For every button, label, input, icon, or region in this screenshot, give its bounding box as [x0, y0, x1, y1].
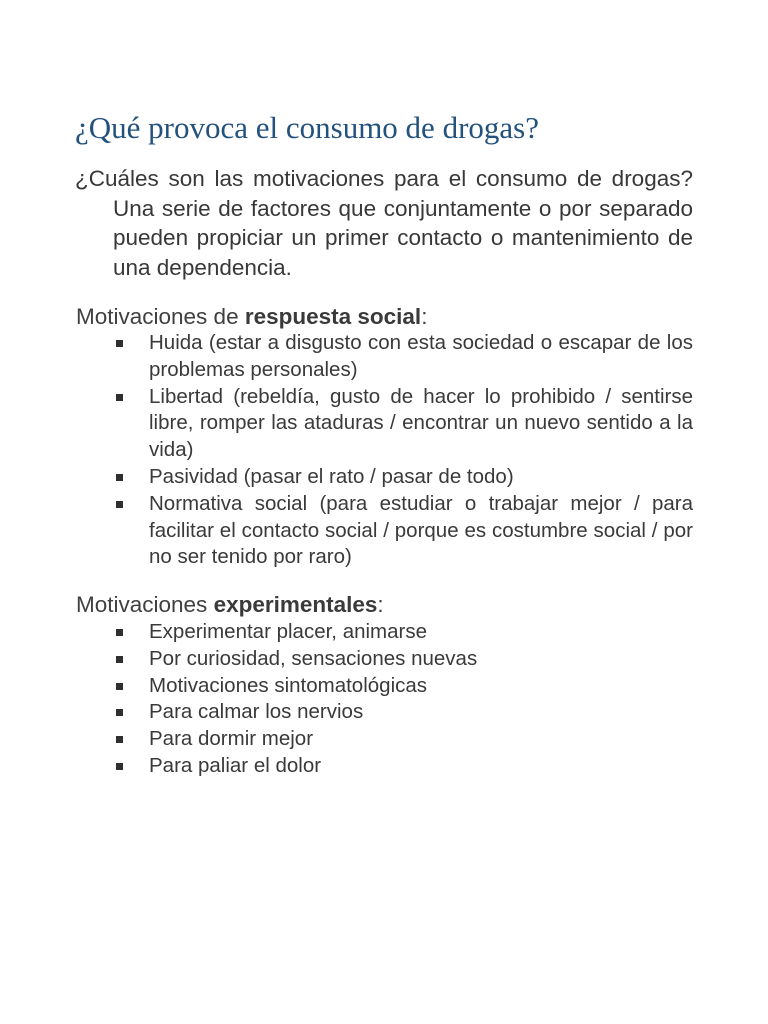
square-bullet-icon — [116, 474, 123, 481]
list-item — [112, 384, 693, 464]
square-bullet-icon — [116, 340, 123, 347]
section-heading-social — [76, 302, 427, 331]
list-item-text: Por curiosidad, sensaciones nuevas — [149, 646, 478, 670]
square-bullet-icon — [116, 763, 123, 770]
square-bullet-icon — [116, 656, 123, 663]
section-heading-experimental — [76, 590, 384, 619]
list-item-text: Pasividad (pasar el rato / pasar de todo) — [149, 464, 514, 488]
list-item — [112, 753, 693, 780]
page-title: ¿Qué provoca el consumo de drogas? — [75, 110, 539, 145]
list-item — [112, 726, 693, 753]
list-item-text: Motivaciones sintomatológicas — [149, 673, 428, 697]
list-item — [112, 491, 693, 571]
list-item-text: Experimentar placer, animarse — [149, 620, 428, 643]
section-heading-prefix: Motivaciones de — [76, 304, 245, 329]
section-heading-suffix: : — [377, 592, 384, 617]
list-item-text: Para calmar los nervios — [149, 700, 364, 724]
intro-paragraph: ¿Cuáles son las motivaciones para el consumo de drogas? Una serie de factores que conjuntamente o por separado pueden propiciar un primer contacto o mantenimiento de una dependencia. — [75, 166, 693, 280]
section-heading-prefix: Motivaciones — [76, 592, 214, 617]
list-item — [112, 646, 693, 673]
square-bullet-icon — [116, 709, 123, 716]
list-item-text: Normativa social (para estudiar o trabajar mejor / para facilitar el contacto social / porque es costumbre social / por no ser tenido por raro) — [149, 491, 693, 569]
square-bullet-icon — [116, 394, 123, 401]
list-item-text: Huida (estar a disgusto con esta sociedad o escapar de los problemas personales) — [149, 331, 693, 381]
list-item-text: Libertad (rebeldía, gusto de hacer lo prohibido / sentirse libre, romper las ataduras / encontrar un nuevo sentido a la vida) — [149, 384, 693, 462]
list-item — [112, 464, 693, 491]
square-bullet-icon — [116, 736, 123, 743]
experimental-motivations-list — [112, 619, 693, 780]
list-item — [112, 699, 693, 726]
section-heading-bold: experimentales — [213, 592, 378, 617]
list-item-text: Para paliar el dolor — [149, 753, 322, 777]
list-item — [112, 673, 693, 700]
square-bullet-icon — [116, 501, 123, 508]
list-item — [112, 619, 693, 646]
square-bullet-icon — [116, 683, 123, 690]
social-motivations-list — [112, 330, 693, 571]
section-heading-suffix: : — [421, 304, 428, 329]
section-heading-bold: respuesta social — [244, 304, 422, 329]
list-item-text: Para dormir mejor — [149, 727, 314, 751]
square-bullet-icon — [116, 629, 123, 636]
list-item — [112, 330, 693, 384]
